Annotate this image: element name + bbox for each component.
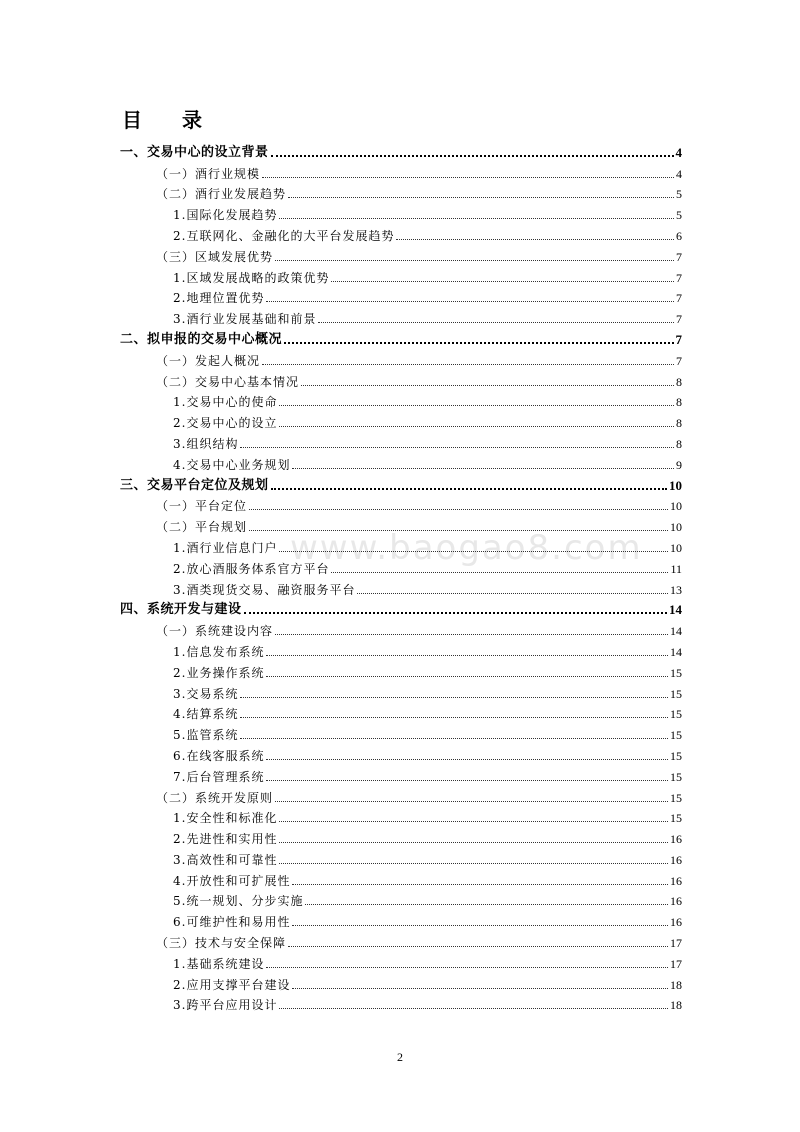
toc-entry-text: 6.在线客服系统 xyxy=(173,748,265,763)
toc-entry-page: 10 xyxy=(670,499,682,514)
toc-entry-page: 7 xyxy=(676,312,682,327)
toc-entry-text: 3.跨平台应用设计 xyxy=(173,998,278,1013)
toc-entry[interactable] xyxy=(120,327,682,348)
toc-entry-page: 10 xyxy=(670,540,682,555)
toc-entry[interactable] xyxy=(120,785,682,806)
toc-entry-text: 2.互联网化、金融化的大平台发展趋势 xyxy=(173,228,395,243)
toc-entry-text: 7.后台管理系统 xyxy=(173,769,265,784)
toc-entry-page: 14 xyxy=(670,644,682,659)
toc-entry-text: （三）区域发展优势 xyxy=(156,249,274,264)
toc-leader-dots xyxy=(396,239,674,240)
toc-entry-page: 16 xyxy=(670,832,682,847)
toc-entry-text: （二）系统开发原则 xyxy=(156,790,274,805)
toc-entry[interactable] xyxy=(120,556,682,577)
toc-entry[interactable] xyxy=(120,847,682,868)
toc-leader-dots xyxy=(279,426,674,427)
toc-leader-dots xyxy=(240,717,668,718)
toc-entry-text: 4.开放性和可扩展性 xyxy=(173,873,291,888)
toc-entry[interactable] xyxy=(120,639,682,660)
toc-entry-text: 四、系统开发与建设 xyxy=(120,602,242,618)
toc-leader-dots xyxy=(262,364,674,365)
toc-leader-dots xyxy=(275,260,674,261)
toc-leader-dots xyxy=(279,1008,668,1009)
watermark: www.baogao8.com xyxy=(290,528,643,568)
toc-entry[interactable] xyxy=(120,993,682,1014)
toc-entry[interactable] xyxy=(120,348,682,369)
toc-entry[interactable] xyxy=(120,764,682,785)
toc-entry-text: 3.高效性和可靠性 xyxy=(173,852,278,867)
toc-entry[interactable] xyxy=(120,514,682,535)
toc-entry[interactable] xyxy=(120,182,682,203)
toc-entry-page: 16 xyxy=(670,852,682,867)
toc-entry-page: 16 xyxy=(670,894,682,909)
toc-leader-dots xyxy=(240,447,674,448)
toc-entry-text: 二、拟申报的交易中心概况 xyxy=(120,331,283,347)
toc-leader-dots xyxy=(279,842,668,843)
toc-entry-page: 18 xyxy=(670,977,682,992)
toc-leader-dots xyxy=(266,967,668,968)
toc-entry[interactable] xyxy=(120,722,682,743)
toc-leader-dots xyxy=(292,468,674,469)
toc-entry[interactable] xyxy=(120,369,682,390)
toc-entry-text: 1.信息发布系统 xyxy=(173,644,265,659)
toc-entry-text: 2.应用支撑平台建设 xyxy=(173,977,291,992)
toc-entry-page: 9 xyxy=(676,457,682,472)
toc-entry-text: （一）系统建设内容 xyxy=(156,624,274,639)
toc-entry-page: 17 xyxy=(670,936,682,951)
toc-leader-dots xyxy=(240,697,668,698)
toc-entry[interactable] xyxy=(120,452,682,473)
toc-entry-text: 1.酒行业信息门户 xyxy=(173,540,278,555)
toc-entry-page: 15 xyxy=(670,665,682,680)
toc-entry-text: 2.交易中心的设立 xyxy=(173,416,278,431)
toc-entry-text: （二）交易中心基本情况 xyxy=(156,374,300,389)
toc-entry[interactable] xyxy=(120,868,682,889)
toc-entry[interactable] xyxy=(120,223,682,244)
toc-entry-text: 2.地理位置优势 xyxy=(173,291,265,306)
toc-entry-page: 7 xyxy=(676,353,682,368)
toc-leader-dots xyxy=(331,572,668,573)
toc-leader-dots xyxy=(331,281,674,282)
toc-entry-page: 11 xyxy=(670,561,682,576)
toc-leader-dots xyxy=(275,801,668,802)
toc-entry-text: 1.交易中心的使命 xyxy=(173,395,278,410)
toc-entry-text: 5.监管系统 xyxy=(173,728,239,743)
toc-entry-page: 7 xyxy=(676,270,682,285)
toc-entry[interactable] xyxy=(120,806,682,827)
toc-entry-text: 2.放心酒服务体系官方平台 xyxy=(173,561,330,576)
toc-leader-dots xyxy=(249,530,668,531)
toc-leader-dots xyxy=(249,509,668,510)
toc-leader-dots xyxy=(271,155,674,157)
toc-entry-page: 5 xyxy=(676,187,682,202)
toc-entry-text: 3.交易系统 xyxy=(173,686,239,701)
toc-entry-text: 5.统一规划、分步实施 xyxy=(173,894,304,909)
toc-entry-text: （一）酒行业规模 xyxy=(156,166,261,181)
toc-entry-text: 6.可维护性和易用性 xyxy=(173,915,291,930)
toc-entry[interactable] xyxy=(120,410,682,431)
table-of-contents xyxy=(120,140,682,1013)
toc-leader-dots xyxy=(266,655,668,656)
toc-entry-page: 15 xyxy=(670,748,682,763)
toc-entry-text: 4.结算系统 xyxy=(173,707,239,722)
toc-entry[interactable] xyxy=(120,431,682,452)
toc-leader-dots xyxy=(279,405,674,406)
toc-entry[interactable] xyxy=(120,494,682,515)
toc-entry-page: 10 xyxy=(669,477,682,493)
toc-entry-page: 8 xyxy=(676,436,682,451)
toc-entry[interactable] xyxy=(120,202,682,223)
toc-leader-dots xyxy=(279,218,674,219)
toc-entry-page: 18 xyxy=(670,998,682,1013)
toc-entry-page: 13 xyxy=(670,582,682,597)
toc-leader-dots xyxy=(279,821,668,822)
toc-leader-dots xyxy=(262,177,674,178)
toc-entry-page: 15 xyxy=(670,728,682,743)
toc-entry[interactable] xyxy=(120,909,682,930)
toc-entry-page: 7 xyxy=(676,291,682,306)
toc-entry-text: 3.酒行业发展基础和前景 xyxy=(173,312,317,327)
toc-entry[interactable] xyxy=(120,889,682,910)
toc-leader-dots xyxy=(271,488,667,490)
toc-entry[interactable] xyxy=(120,598,682,619)
toc-entry-text: （二）平台规划 xyxy=(156,520,248,535)
toc-entry-text: 1.国际化发展趋势 xyxy=(173,208,278,223)
page-number: 2 xyxy=(397,1050,403,1064)
toc-entry-text: 3.组织结构 xyxy=(173,436,239,451)
toc-leader-dots xyxy=(240,738,668,739)
toc-entry-page: 17 xyxy=(670,956,682,971)
toc-entry-page: 7 xyxy=(675,331,682,347)
toc-entry-page: 15 xyxy=(670,790,682,805)
toc-entry[interactable] xyxy=(120,265,682,286)
toc-entry-text: 一、交易中心的设立背景 xyxy=(120,144,269,160)
toc-leader-dots xyxy=(266,676,668,677)
toc-leader-dots xyxy=(305,904,668,905)
toc-entry[interactable] xyxy=(120,161,682,182)
toc-entry-text: 3.酒类现货交易、融资服务平台 xyxy=(173,582,356,597)
toc-entry-text: 1.安全性和标准化 xyxy=(173,811,278,826)
toc-entry-page: 10 xyxy=(670,520,682,535)
toc-entry[interactable] xyxy=(120,244,682,265)
toc-leader-dots xyxy=(244,612,667,614)
toc-entry[interactable] xyxy=(120,972,682,993)
toc-leader-dots xyxy=(288,197,674,198)
toc-leader-dots xyxy=(279,551,668,552)
toc-entry-page: 5 xyxy=(676,208,682,223)
toc-entry[interactable] xyxy=(120,577,682,598)
toc-entry[interactable] xyxy=(120,286,682,307)
toc-entry-text: 1.区域发展战略的政策优势 xyxy=(173,270,330,285)
toc-entry[interactable] xyxy=(120,618,682,639)
toc-entry-page: 4 xyxy=(676,166,682,181)
toc-entry-page: 16 xyxy=(670,915,682,930)
toc-leader-dots xyxy=(292,988,668,989)
toc-leader-dots xyxy=(284,342,673,344)
toc-entry-text: 2.业务操作系统 xyxy=(173,665,265,680)
toc-leader-dots xyxy=(288,946,668,947)
toc-entry[interactable] xyxy=(120,473,682,494)
toc-entry[interactable] xyxy=(120,951,682,972)
toc-entry-page: 15 xyxy=(670,811,682,826)
toc-entry-page: 8 xyxy=(676,395,682,410)
toc-entry-text: （三）技术与安全保障 xyxy=(156,936,287,951)
toc-leader-dots xyxy=(357,593,668,594)
toc-entry-text: （一）发起人概况 xyxy=(156,353,261,368)
toc-entry-text: 2.先进性和实用性 xyxy=(173,832,278,847)
toc-entry[interactable] xyxy=(120,743,682,764)
toc-entry[interactable] xyxy=(120,660,682,681)
toc-entry[interactable] xyxy=(120,535,682,556)
toc-entry[interactable] xyxy=(120,702,682,723)
toc-leader-dots xyxy=(266,780,668,781)
toc-entry-text: 三、交易平台定位及规划 xyxy=(120,477,269,493)
toc-entry-page: 6 xyxy=(676,228,682,243)
toc-entry[interactable] xyxy=(120,826,682,847)
toc-entry-page: 14 xyxy=(669,602,682,618)
toc-entry[interactable] xyxy=(120,681,682,702)
toc-leader-dots xyxy=(275,634,668,635)
toc-entry-page: 14 xyxy=(670,624,682,639)
toc-leader-dots xyxy=(301,385,674,386)
toc-entry-page: 8 xyxy=(676,374,682,389)
toc-title: 目 录 xyxy=(122,108,202,132)
toc-leader-dots xyxy=(318,322,674,323)
toc-entry-page: 15 xyxy=(670,707,682,722)
toc-entry-page: 16 xyxy=(670,873,682,888)
toc-entry-page: 7 xyxy=(676,249,682,264)
toc-entry[interactable] xyxy=(120,140,682,161)
toc-entry-text: （二）酒行业发展趋势 xyxy=(156,187,287,202)
toc-entry-page: 15 xyxy=(670,769,682,784)
toc-leader-dots xyxy=(266,301,674,302)
toc-leader-dots xyxy=(292,925,668,926)
toc-entry[interactable] xyxy=(120,930,682,951)
toc-entry-text: 1.基础系统建设 xyxy=(173,956,265,971)
toc-entry-page: 15 xyxy=(670,686,682,701)
toc-entry-text: （一）平台定位 xyxy=(156,499,248,514)
toc-entry-text: 4.交易中心业务规划 xyxy=(173,457,291,472)
toc-entry-page: 8 xyxy=(676,416,682,431)
toc-leader-dots xyxy=(292,884,668,885)
toc-leader-dots xyxy=(279,863,668,864)
toc-entry[interactable] xyxy=(120,390,682,411)
toc-entry-page: 4 xyxy=(675,144,682,160)
toc-entry[interactable] xyxy=(120,306,682,327)
toc-leader-dots xyxy=(266,759,668,760)
